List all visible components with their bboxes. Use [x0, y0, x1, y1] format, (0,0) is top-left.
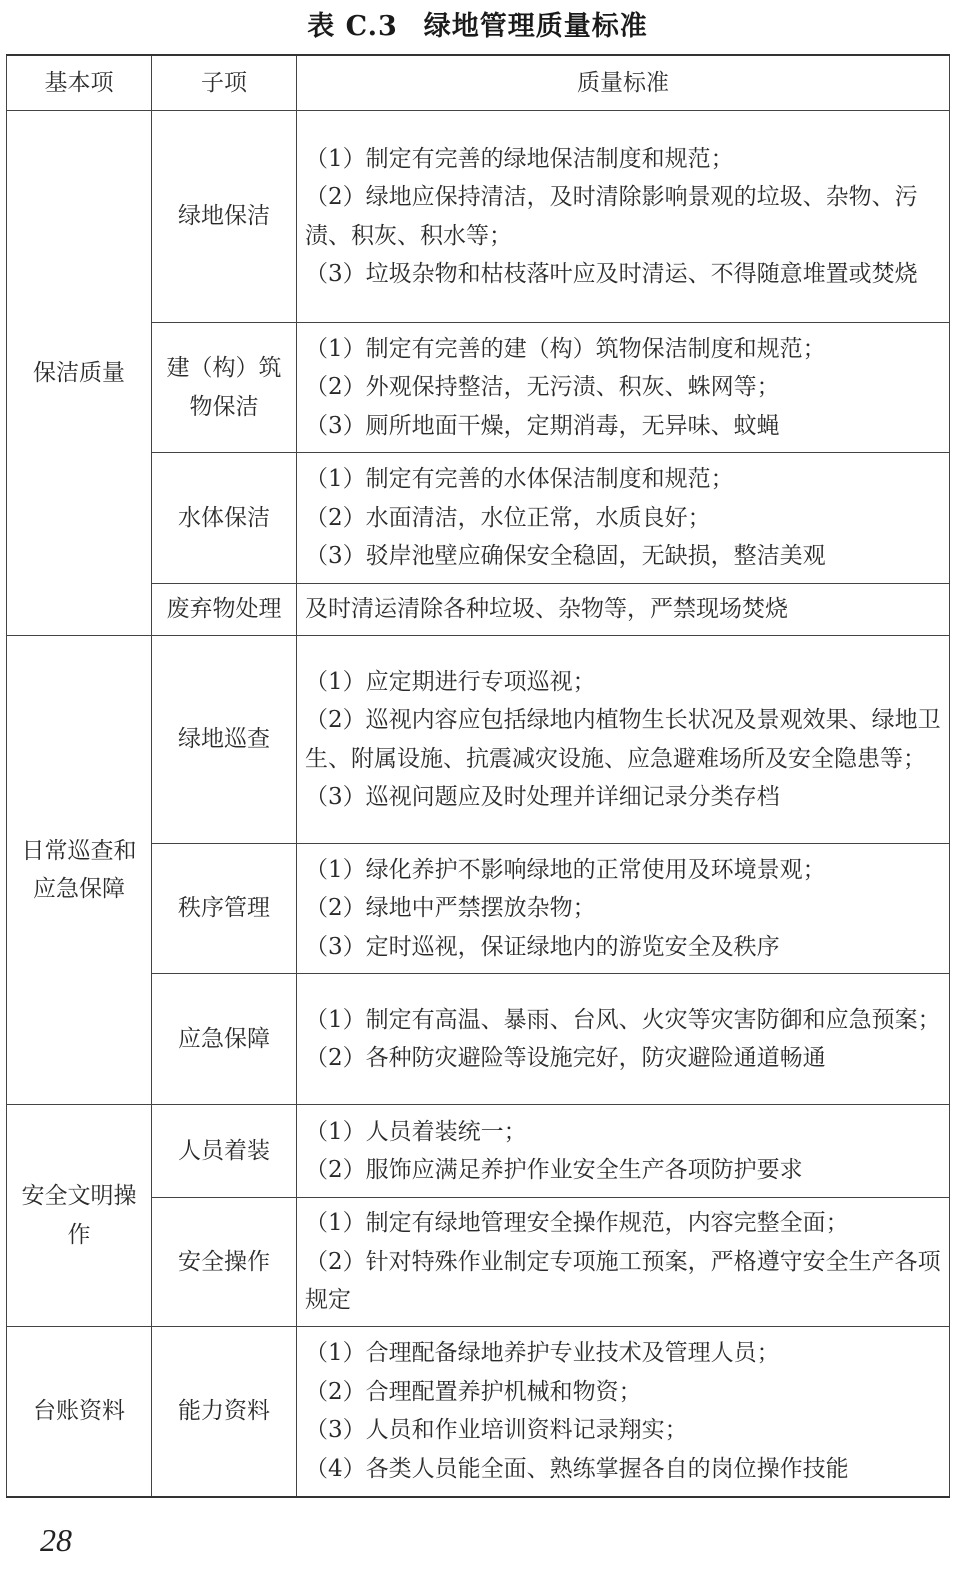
sub-item-cell: 人员着装 — [152, 1105, 297, 1198]
sub-item-cell: 秩序管理 — [152, 844, 297, 974]
standard-cell — [297, 584, 950, 636]
table-row — [7, 111, 950, 323]
header-quality-standard: 质量标准 — [297, 55, 950, 111]
standard-line: （2）服饰应满足养护作业安全生产各项防护要求 — [305, 1157, 803, 1183]
standard-cell — [297, 844, 950, 974]
standard-line: （2）各种防灾避险等设施完好，防灾避险通道畅通 — [305, 1045, 826, 1071]
standard-line: （2）绿地中严禁摆放杂物； — [305, 895, 596, 922]
table-title — [0, 4, 955, 43]
base-item-cell: 安全文明操作 — [7, 1105, 152, 1327]
standard-line: 及时清运清除各种垃圾、杂物等，严禁现场焚烧 — [305, 596, 788, 623]
standard-line: （2）巡视内容应包括绿地内植物生长状况及景观效果、绿地卫生、附属设施、抗震减灾设施、应急避难场所及安全隐患等； — [305, 707, 941, 772]
base-item-cell: 台账资料 — [7, 1327, 152, 1497]
standard-line: （1）制定有完善的建（构）筑物保洁制度和规范； — [305, 335, 826, 362]
standard-line: （1）制定有高温、暴雨、台风、火灾等灾害防御和应急预案； — [305, 1006, 941, 1033]
base-item-cell: 日常巡查和应急保障 — [7, 636, 152, 1105]
sub-item-cell: 建（构）筑物保洁 — [152, 323, 297, 453]
standard-cell — [297, 974, 950, 1105]
standard-line: （1）制定有绿地管理安全操作规范，内容完整全面； — [305, 1210, 849, 1237]
standard-line: （2）外观保持整洁，无污渍、积灰、蛛网等； — [305, 374, 780, 401]
standard-line: （1）制定有完善的水体保洁制度和规范； — [305, 466, 734, 493]
standard-line: （3）巡视问题应及时处理并详细记录分类存档 — [305, 784, 780, 810]
table-row — [7, 1327, 950, 1497]
sub-item-cell: 安全操作 — [152, 1198, 297, 1327]
base-item-cell: 保洁质量 — [7, 111, 152, 636]
sub-item-cell: 能力资料 — [152, 1327, 297, 1497]
standard-line: （3）驳岸池壁应确保安全稳固，无缺损，整洁美观 — [305, 543, 826, 570]
table-title-text: 绿地管理质量标准 — [423, 11, 648, 42]
standard-cell — [297, 323, 950, 453]
standard-line: （1）人员着装统一； — [305, 1118, 527, 1145]
standard-line: （2）水面清洁，水位正常，水质良好； — [305, 504, 711, 531]
standard-line: （4）各类人员能全面、熟练掌握各自的岗位操作技能 — [305, 1455, 849, 1482]
standard-line: （1）合理配备绿地养护专业技术及管理人员； — [305, 1340, 780, 1367]
header-sub-item: 子项 — [152, 55, 297, 111]
table-row — [7, 1105, 950, 1198]
standard-cell — [297, 1105, 950, 1198]
standard-line: （1）绿化养护不影响绿地的正常使用及环境景观； — [305, 856, 826, 883]
standard-cell — [297, 1327, 950, 1497]
standard-line: （3）定时巡视，保证绿地内的游览安全及秩序 — [305, 933, 780, 960]
page-number: 28 — [40, 1522, 72, 1558]
standard-line: （2）合理配置养护机械和物资； — [305, 1378, 642, 1405]
sub-item-cell: 绿地巡查 — [152, 636, 297, 844]
table-row — [7, 636, 950, 844]
standard-cell — [297, 636, 950, 844]
sub-item-cell: 水体保洁 — [152, 453, 297, 584]
standard-line: （2）针对特殊作业制定专项施工预案，严格遵守安全生产各项规定 — [305, 1248, 941, 1314]
standard-line: （3）人员和作业培训资料记录翔实； — [305, 1417, 688, 1444]
sub-item-cell: 绿地保洁 — [152, 111, 297, 323]
table-label: 表 C.3 — [307, 11, 398, 42]
standard-cell — [297, 453, 950, 584]
standard-line: （1）应定期进行专项巡视； — [305, 668, 596, 695]
sub-item-cell: 应急保障 — [152, 974, 297, 1105]
standard-cell — [297, 111, 950, 323]
sub-item-cell: 废弃物处理 — [152, 584, 297, 636]
quality-standard-table — [6, 54, 950, 1498]
standard-cell — [297, 1198, 950, 1327]
standard-line: （2）绿地应保持清洁，及时清除影响景观的垃圾、杂物、污渍、积灰、积水等； — [305, 184, 918, 249]
header-row — [7, 55, 950, 111]
standard-line: （3）厕所地面干燥，定期消毒，无异味、蚊蝇 — [305, 412, 780, 439]
header-base-item: 基本项 — [7, 55, 152, 111]
standard-line: （1）制定有完善的绿地保洁制度和规范； — [305, 145, 734, 172]
standard-line: （3）垃圾杂物和枯枝落叶应及时清运、不得随意堆置或焚烧 — [305, 261, 918, 287]
